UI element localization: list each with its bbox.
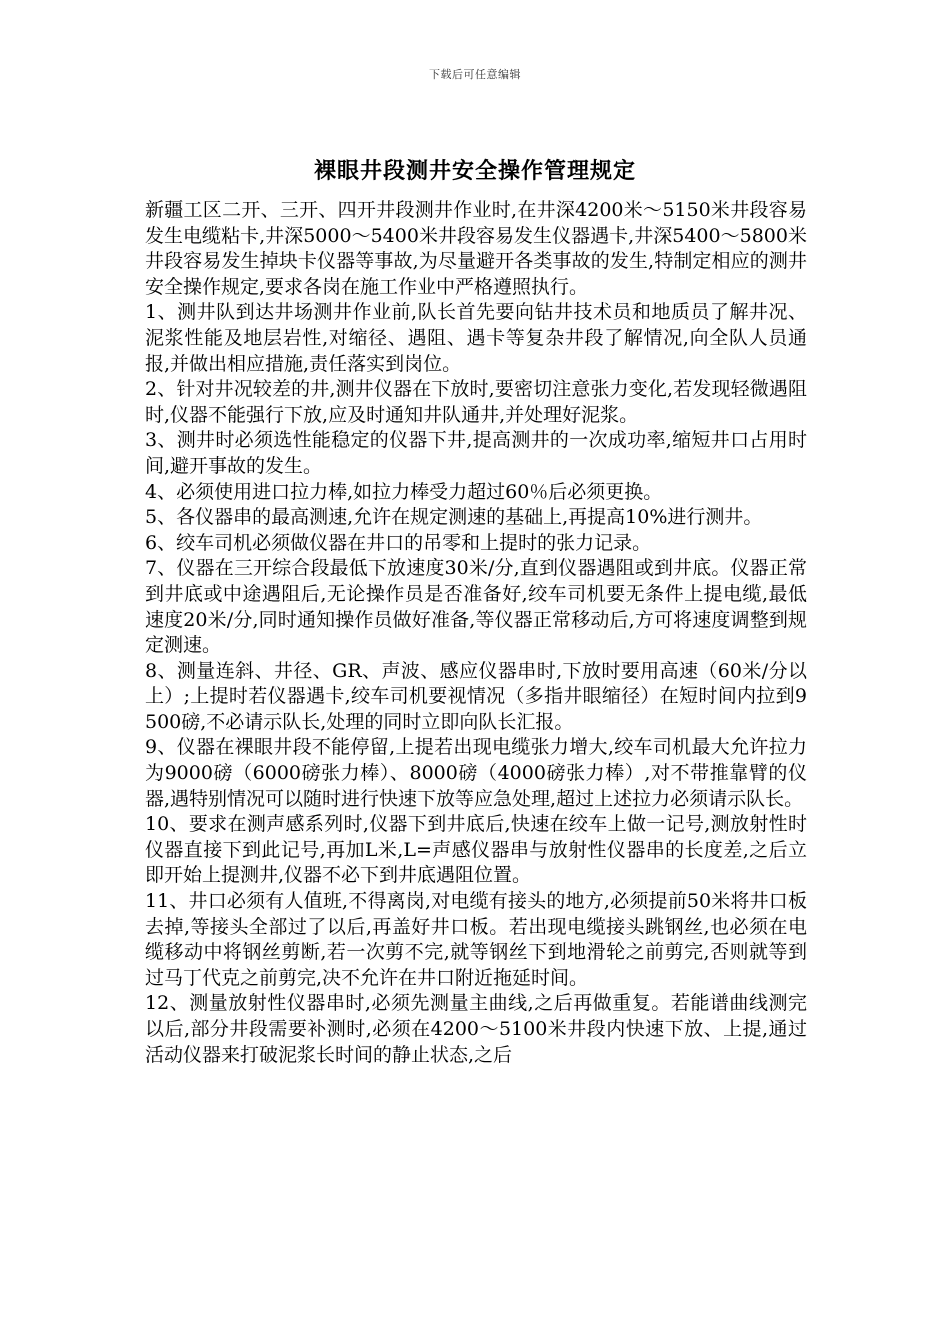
rule-paragraph-1: 1、测井队到达井场测井作业前,队长首先要向钻井技术员和地质员了解井况、泥浆性能及地层岩性,对缩径、遇阻、遇卡等复杂井段了解情况,向全队人员通报,并做出相应措施,责任落实到岗位。 bbox=[145, 301, 807, 375]
rule-paragraph-3: 3、测井时必须选性能稳定的仪器下井,提高测井的一次成功率,缩短井口占用时间,避开事故的发生。 bbox=[145, 429, 807, 477]
rule-paragraph-9: 9、仪器在裸眼井段不能停留,上提若出现电缆张力增大,绞车司机最大允许拉力为9000磅（6000磅张力棒）、8000磅（4000磅张力棒）,对不带推靠臂的仪器,遇特别情况可以随时进行快速下放等应急处理,超过上述拉力必须请示队长。 bbox=[145, 736, 807, 810]
rule-paragraph-12: 12、测量放射性仪器串时,必须先测量主曲线,之后再做重复。若能谱曲线测完以后,部分井段需要补测时,必须在4200～5100米井段内快速下放、上提,通过活动仪器来打破泥浆长时间的静止状态,之后 bbox=[145, 992, 807, 1066]
rule-paragraph-8: 8、测量连斜、井径、GR、声波、感应仪器串时,下放时要用高速（60米/分以上）;上提时若仪器遇卡,绞车司机要视情况（多指井眼缩径）在短时间内拉到9500磅,不必请示队长,处理的同时立即向队长汇报。 bbox=[145, 659, 807, 733]
intro-paragraph: 新疆工区二开、三开、四开井段测井作业时,在井深4200米～5150米井段容易发生电缆粘卡,井深5000～5400米井段容易发生仪器遇卡,井深5400～5800米井段容易发生掉块卡仪器等事故,为尽量避开各类事故的发生,特制定相应的测井安全操作规定,要求各岗在施工作业中严格遵照执行。 bbox=[145, 199, 807, 298]
rule-paragraph-6: 6、绞车司机必须做仪器在井口的吊零和上提时的张力记录。 bbox=[145, 531, 652, 554]
document-title: 裸眼井段测井安全操作管理规定 bbox=[313, 158, 636, 184]
rule-paragraph-7: 7、仪器在三开综合段最低下放速度30米/分,直到仪器遇阻或到井底。仪器正常到井底或中途遇阻后,无论操作员是否准备好,绞车司机要无条件上提电缆,最低速度20米/分,同时通知操作员做好准备,等仪器正常移动后,方可将速度调整到规定测速。 bbox=[145, 557, 807, 657]
rule-paragraph-2: 2、针对井况较差的井,测井仪器在下放时,要密切注意张力变化,若发现轻微遇阻时,仪器不能强行下放,应及时通知井队通井,并处理好泥浆。 bbox=[145, 378, 807, 426]
rule-paragraph-11: 11、井口必须有人值班,不得离岗,对电缆有接头的地方,必须提前50米将井口板去掉,等接头全部过了以后,再盖好井口板。若出现电缆接头跳钢丝,也必须在电缆移动中将钢丝剪断,若一次剪不完,就等钢丝下到地滑轮之前剪完,否则就等到过马丁代克之前剪完,决不允许在井口附近拖延时间。 bbox=[145, 890, 807, 989]
rule-paragraph-4: 4、必须使用进口拉力棒,如拉力棒受力超过60％后必须更换。 bbox=[145, 480, 663, 503]
rule-paragraph-5: 5、各仪器串的最高测速,允许在规定测速的基础上,再提高10%进行测井。 bbox=[145, 506, 763, 529]
document-body bbox=[145, 198, 807, 1068]
header-note: 下载后可任意编辑 bbox=[429, 68, 521, 81]
rule-paragraph-10: 10、要求在测声感系列时,仪器下到井底后,快速在绞车上做一记号,测放射性时仪器直接下到此记号,再加L米,L=声感仪器串与放射性仪器串的长度差,之后立即开始上提测井,仪器不必下到井底遇阻位置。 bbox=[145, 813, 807, 887]
